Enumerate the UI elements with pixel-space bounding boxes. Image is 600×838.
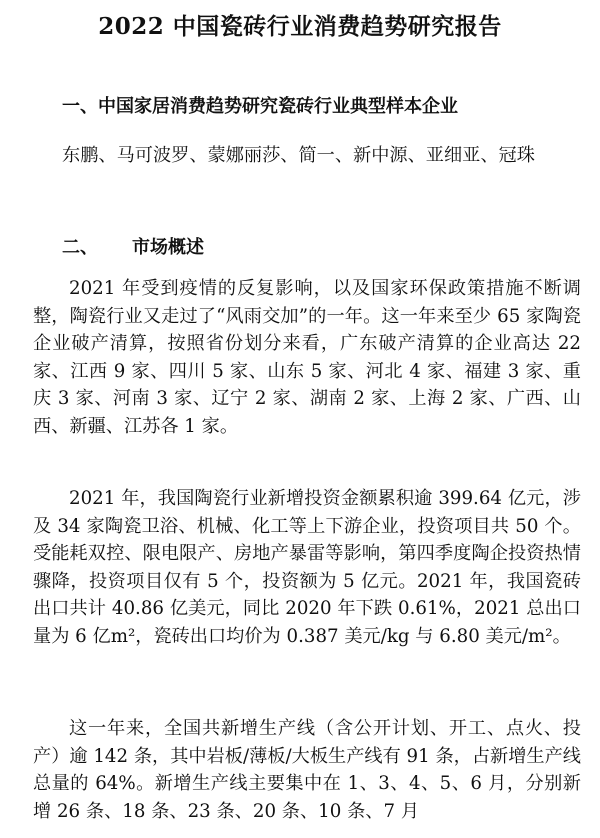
section-heading-market-overview <box>62 233 204 259</box>
section-number: 二、 <box>62 237 98 258</box>
sample-companies-list: 东鹏、马可波罗、蒙娜丽莎、简一、新中源、亚细亚、冠珠 <box>62 145 535 166</box>
paragraph-new-production-lines: 这一年来，全国共新增生产线（含公开计划、开工、点火、投产）逾 142 条，其中岩板/薄板/大板生产线有 91 条，占新增生产线总量的 64%。新增生产线主要集中在 1、3、4、5、6 月，分别新增 26 条、18 条、23 条、20 条、10 条、7 月 <box>33 718 581 822</box>
paragraph-bankruptcies: 2021 年受到疫情的反复影响，以及国家环保政策措施不断调整，陶瓷行业又走过了“风雨交加”的一年。这一年来至少 65 家陶瓷企业破产清算，按照省份划分来看，广东破产清算的企业高达 22 家、江西 9 家、四川 5 家、山东 5 家、河北 4 家、福建 3 家、重庆 3 家、河南 3 家、辽宁 2 家、湖南 2 家、上海 2 家、广西、山西、新疆、江苏各 1 家。 <box>33 278 581 437</box>
section-heading-sample-companies: 一、中国家居消费趋势研究瓷砖行业典型样本企业 <box>62 96 458 117</box>
document-title: 2022 中国瓷砖行业消费趋势研究报告 <box>98 13 502 40</box>
section-title: 市场概述 <box>132 237 204 258</box>
paragraph-investment-exports: 2021 年，我国陶瓷行业新增投资金额累积逾 399.64 亿元，涉及 34 家陶瓷卫浴、机械、化工等上下游企业，投资项目共 50 个。受能耗双控、限电限产、房地产暴雷等影响，第四季度陶企投资热情骤降，投资项目仅有 5 个，投资额为 5 亿元。2021 年，我国瓷砖出口共计 40.86 亿美元，同比 2020 年下跌 0.61%，2021 总出口量为 6 亿m²，瓷砖出口均价为 0.387 美元/kg 与 6.80 美元/m²。 <box>33 488 581 647</box>
